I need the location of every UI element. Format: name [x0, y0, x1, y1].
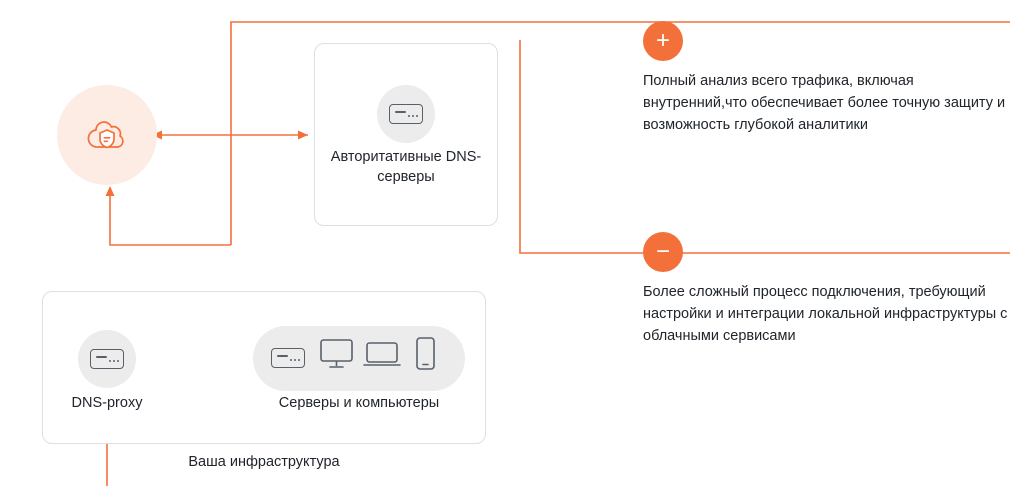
router-icon — [271, 348, 305, 368]
minus-badge: − — [643, 232, 683, 272]
router-icon — [389, 104, 423, 124]
plus-badge: + — [643, 21, 683, 61]
infrastructure-caption: Ваша инфраструктура — [188, 454, 340, 470]
authoritative-dns-label: Авторитативные DNS-серверы — [330, 149, 482, 185]
phone-icon — [416, 337, 435, 370]
router-icon — [90, 349, 124, 369]
plus-note-text: Полный анализ всего трафика, включая внутренний,что обеспечивает более точную защиту и возможность глубокой аналитики — [643, 73, 1006, 133]
devices-label: Серверы и компьютеры — [278, 395, 440, 411]
laptop-icon — [363, 342, 401, 368]
cloud-shield-icon — [82, 110, 132, 160]
monitor-icon — [320, 339, 353, 369]
minus-note-text: Более сложный процесс подключения, требующий настройки и интеграции локальной инфраструктуры с облачными сервисами — [643, 284, 1008, 344]
dns-proxy-label: DNS-proxy — [71, 395, 143, 411]
